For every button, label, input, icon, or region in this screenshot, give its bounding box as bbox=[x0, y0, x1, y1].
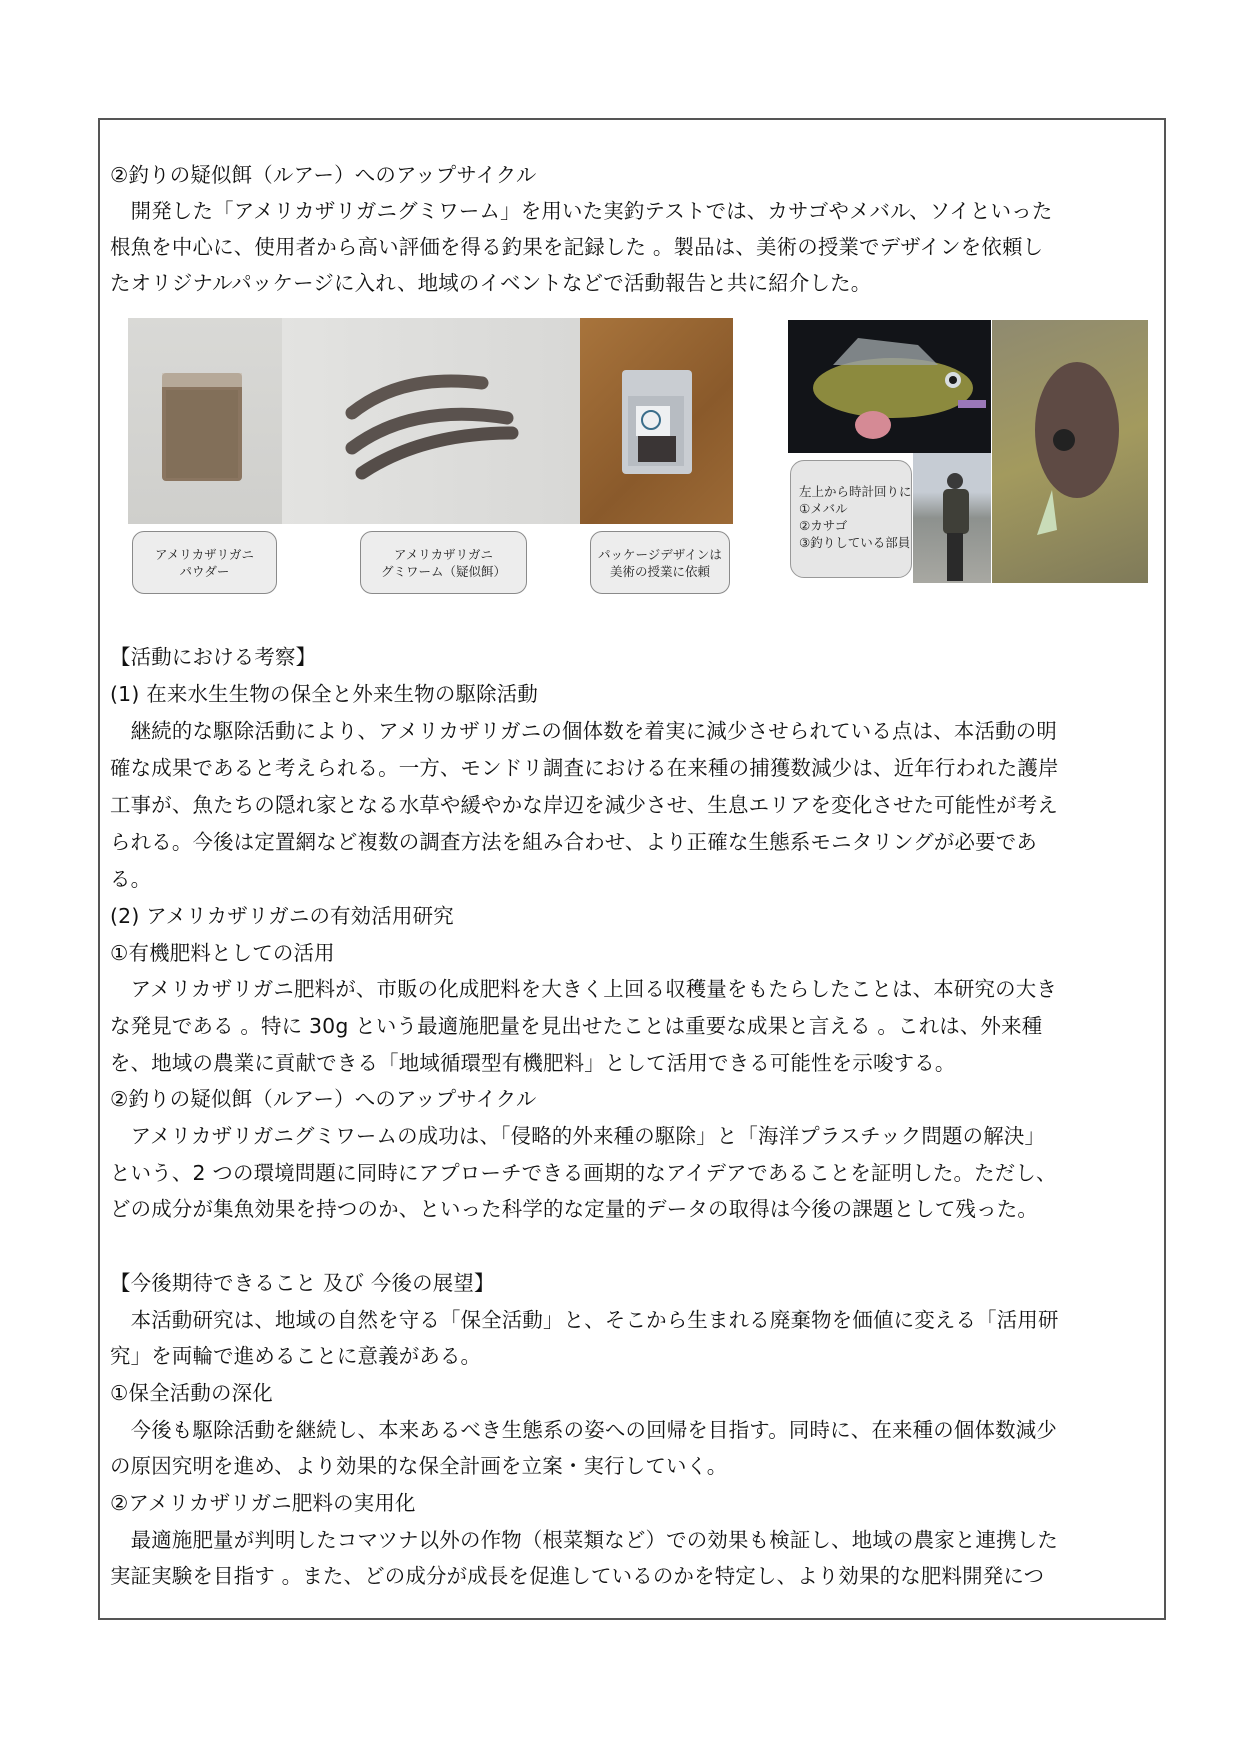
subsection-heading: (2) アメリカザリガニの有効活用研究 bbox=[110, 904, 454, 928]
label-line: 美術の授業に依頼 bbox=[609, 563, 710, 579]
section-heading: 【活動における考察】 bbox=[110, 645, 317, 669]
paragraph-line: 究」を両輪で進めることに意義がある。 bbox=[110, 1344, 482, 1368]
paragraph-line: 確な成果であると考えられる。一方、モンドリ調査における在来種の捕獲数減少は、近年行われた護岸 bbox=[110, 756, 1059, 780]
label-line: アメリカザリガニ bbox=[154, 546, 254, 562]
label-gummy-worm bbox=[360, 531, 527, 594]
caption-line: ③釣りしている部員 bbox=[799, 535, 911, 550]
photo-crayfish-powder bbox=[128, 318, 282, 524]
caption-line: ①メバル bbox=[799, 501, 848, 516]
paragraph-line: アメリカザリガニ肥料が、市販の化成肥料を大きく上回る収穫量をもたらしたことは、本研究の大き bbox=[110, 977, 1057, 1001]
caption-line: 左上から時計回りに bbox=[799, 484, 912, 499]
paragraph-line: たオリジナルパッケージに入れ、地域のイベントなどで活動報告と共に紹介した。 bbox=[110, 271, 872, 295]
label-package-design bbox=[590, 531, 730, 594]
powder-bag-illustration bbox=[128, 318, 282, 524]
item-heading: ①保全活動の深化 bbox=[110, 1381, 273, 1405]
fish-illustration bbox=[788, 320, 991, 453]
paragraph-line: アメリカザリガニグミワームの成功は、「侵略的外来種の駆除」と「海洋プラスチック問題の解決」 bbox=[110, 1124, 1046, 1148]
paragraph-line: 根魚を中心に、使用者から高い評価を得る釣果を記録した 。製品は、美術の授業でデザインを依頼し bbox=[110, 235, 1044, 259]
paragraph-line: 継続的な駆除活動により、アメリカザリガニの個体数を着実に減少させられている点は、本活動の明 bbox=[110, 719, 1057, 743]
label-line: パッケージデザインは bbox=[598, 546, 722, 562]
label-line: アメリカザリガニ bbox=[393, 546, 493, 562]
fish-illustration bbox=[992, 320, 1148, 583]
section-heading: 【今後期待できること 及び 今後の展望】 bbox=[110, 1271, 495, 1295]
person-illustration bbox=[913, 453, 991, 583]
paragraph-line: の原因究明を進め、より効果的な保全計画を立案・実行していく。 bbox=[110, 1454, 728, 1478]
paragraph-line: 最適施肥量が判明したコマツナ以外の作物（根菜類など）での効果も検証し、地域の農家と連携した bbox=[110, 1528, 1058, 1552]
item-heading: ②釣りの疑似餌（ルアー）へのアップサイクル bbox=[110, 1087, 537, 1111]
item-heading: ①有機肥料としての活用 bbox=[110, 941, 335, 965]
worm-lures-illustration bbox=[282, 318, 580, 524]
paragraph-line: 実証実験を目指す 。また、どの成分が成長を促進しているのかを特定し、より効果的な肥料開発につ bbox=[110, 1564, 1045, 1588]
paragraph-line: られる。今後は定置網など複数の調査方法を組み合わせ、より正確な生態系モニタリングが必要であ bbox=[110, 830, 1037, 854]
photo-mebaru-fish bbox=[788, 320, 991, 453]
paragraph-line: どの成分が集魚効果を持つのか、といった科学的な定量的データの取得は今後の課題として残った。 bbox=[110, 1197, 1038, 1221]
item-heading: ②アメリカザリガニ肥料の実用化 bbox=[110, 1491, 416, 1515]
photo-gummy-worms bbox=[282, 318, 580, 524]
label-line: グミワーム（疑似餌） bbox=[380, 563, 506, 579]
package-illustration bbox=[580, 318, 733, 524]
paragraph-line: る。 bbox=[110, 867, 152, 891]
subsection-heading: (1) 在来水生生物の保全と外来生物の駆除活動 bbox=[110, 682, 539, 706]
paragraph-line: という、2 つの環境問題に同時にアプローチできる画期的なアイデアであることを証明した。ただし、 bbox=[110, 1161, 1057, 1185]
photo-package bbox=[580, 318, 733, 524]
paragraph-line: 今後も駆除活動を継続し、本来あるべき生態系の姿への回帰を目指す。同時に、在来種の個体数減少 bbox=[110, 1418, 1057, 1442]
paragraph-line: な発見である 。特に 30g という最適施肥量を見出せたことは重要な成果と言える 。これは、外来種 bbox=[110, 1014, 1043, 1038]
photo-kasago-fish bbox=[992, 320, 1148, 583]
paragraph-line: を、地域の農業に貢献できる「地域循環型有機肥料」として活用できる可能性を示唆する。 bbox=[110, 1051, 956, 1075]
paragraph-line: 工事が、魚たちの隠れ家となる水草や緩やかな岸辺を減少させ、生息エリアを変化させた可能性が考え bbox=[110, 793, 1058, 817]
caption-line: ②カサゴ bbox=[799, 518, 848, 533]
section-heading: ②釣りの疑似餌（ルアー）へのアップサイクル bbox=[110, 163, 537, 187]
label-line: パウダー bbox=[179, 563, 230, 579]
label-crayfish-powder bbox=[132, 531, 277, 594]
paragraph-line: 本活動研究は、地域の自然を守る「保全活動」と、そこから生まれる廃棄物を価値に変える「活用研 bbox=[110, 1308, 1059, 1332]
paragraph-line: 開発した「アメリカザリガニグミワーム」を用いた実釣テストでは、カサゴやメバル、ソイといった bbox=[110, 199, 1053, 223]
photo-club-member-fishing bbox=[913, 453, 991, 583]
photo-caption-box bbox=[790, 460, 912, 578]
